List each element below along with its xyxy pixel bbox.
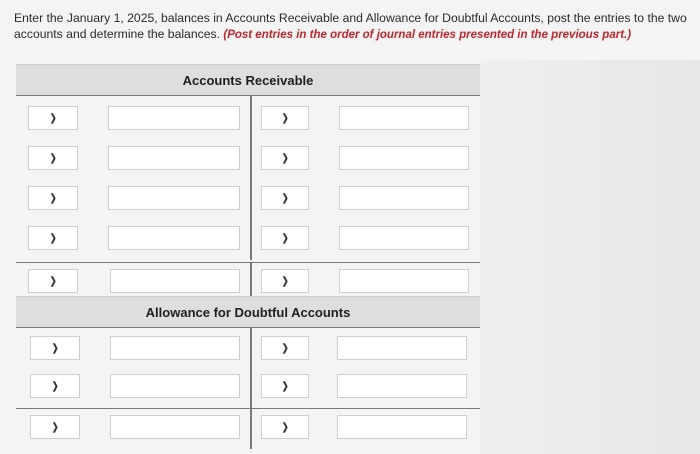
t-account-title: Accounts Receivable [16, 64, 480, 96]
credit-amount-input[interactable] [337, 374, 467, 398]
debit-amount-input[interactable] [108, 186, 240, 210]
debit-balance-input[interactable] [110, 269, 240, 293]
t-account-accounts-receivable [16, 64, 480, 301]
chevron-down-icon: ❯ [49, 275, 57, 287]
chevron-down-icon: ❯ [49, 232, 57, 244]
credit-balance-input[interactable] [339, 269, 469, 293]
credit-balance-date-select[interactable] [261, 415, 309, 439]
debit-balance-date-select[interactable] [28, 269, 78, 293]
debit-date-select[interactable] [30, 374, 80, 398]
table-row [16, 186, 480, 214]
credit-balance-date-select[interactable] [261, 269, 309, 293]
credit-balance-input[interactable] [337, 415, 467, 439]
chevron-down-icon: ❯ [49, 112, 57, 124]
t-account-body [16, 96, 480, 262]
chevron-down-icon: ❯ [49, 152, 57, 164]
debit-date-select[interactable] [28, 106, 78, 130]
table-row [16, 146, 480, 174]
debit-amount-input[interactable] [110, 374, 240, 398]
chevron-down-icon: ❯ [281, 380, 289, 392]
balance-row [16, 415, 480, 443]
debit-date-select[interactable] [28, 146, 78, 170]
chevron-down-icon: ❯ [281, 232, 289, 244]
credit-amount-input[interactable] [339, 226, 469, 250]
debit-balance-date-select[interactable] [30, 415, 80, 439]
chevron-down-icon: ❯ [281, 112, 289, 124]
debit-amount-input[interactable] [110, 336, 240, 360]
table-row [16, 226, 480, 254]
debit-date-select[interactable] [28, 226, 78, 250]
table-row [16, 336, 480, 364]
credit-date-select[interactable] [261, 336, 309, 360]
credit-amount-input[interactable] [337, 336, 467, 360]
chevron-down-icon: ❯ [281, 342, 289, 354]
table-row [16, 106, 480, 134]
instructions-emphasis: (Post entries in the order of journal entries presented in the previous part.) [223, 28, 632, 41]
chevron-down-icon: ❯ [51, 380, 59, 392]
chevron-down-icon: ❯ [51, 342, 59, 354]
credit-date-select[interactable] [261, 146, 309, 170]
debit-date-select[interactable] [30, 336, 80, 360]
credit-date-select[interactable] [261, 374, 309, 398]
instructions-text: Enter the January 1, 2025, balances in Accounts Receivable and Allowance for Doubtful Accounts, post the entries to the two accounts and determine the balances. [14, 11, 687, 41]
t-account-balance [16, 408, 480, 449]
background-shade [480, 60, 700, 454]
instructions [14, 11, 690, 43]
chevron-down-icon: ❯ [51, 421, 59, 433]
credit-date-select[interactable] [261, 106, 309, 130]
t-account-title: Allowance for Doubtful Accounts [16, 296, 480, 328]
table-row [16, 374, 480, 402]
credit-date-select[interactable] [261, 186, 309, 210]
chevron-down-icon: ❯ [49, 192, 57, 204]
debit-balance-input[interactable] [110, 415, 240, 439]
debit-amount-input[interactable] [108, 106, 240, 130]
debit-date-select[interactable] [28, 186, 78, 210]
credit-amount-input[interactable] [339, 146, 469, 170]
debit-amount-input[interactable] [108, 226, 240, 250]
credit-date-select[interactable] [261, 226, 309, 250]
debit-amount-input[interactable] [108, 146, 240, 170]
t-account-allowance [16, 296, 480, 449]
chevron-down-icon: ❯ [281, 192, 289, 204]
chevron-down-icon: ❯ [281, 152, 289, 164]
balance-row [16, 269, 480, 297]
chevron-down-icon: ❯ [281, 421, 289, 433]
credit-amount-input[interactable] [339, 186, 469, 210]
credit-amount-input[interactable] [339, 106, 469, 130]
t-account-body [16, 328, 480, 408]
chevron-down-icon: ❯ [281, 275, 289, 287]
